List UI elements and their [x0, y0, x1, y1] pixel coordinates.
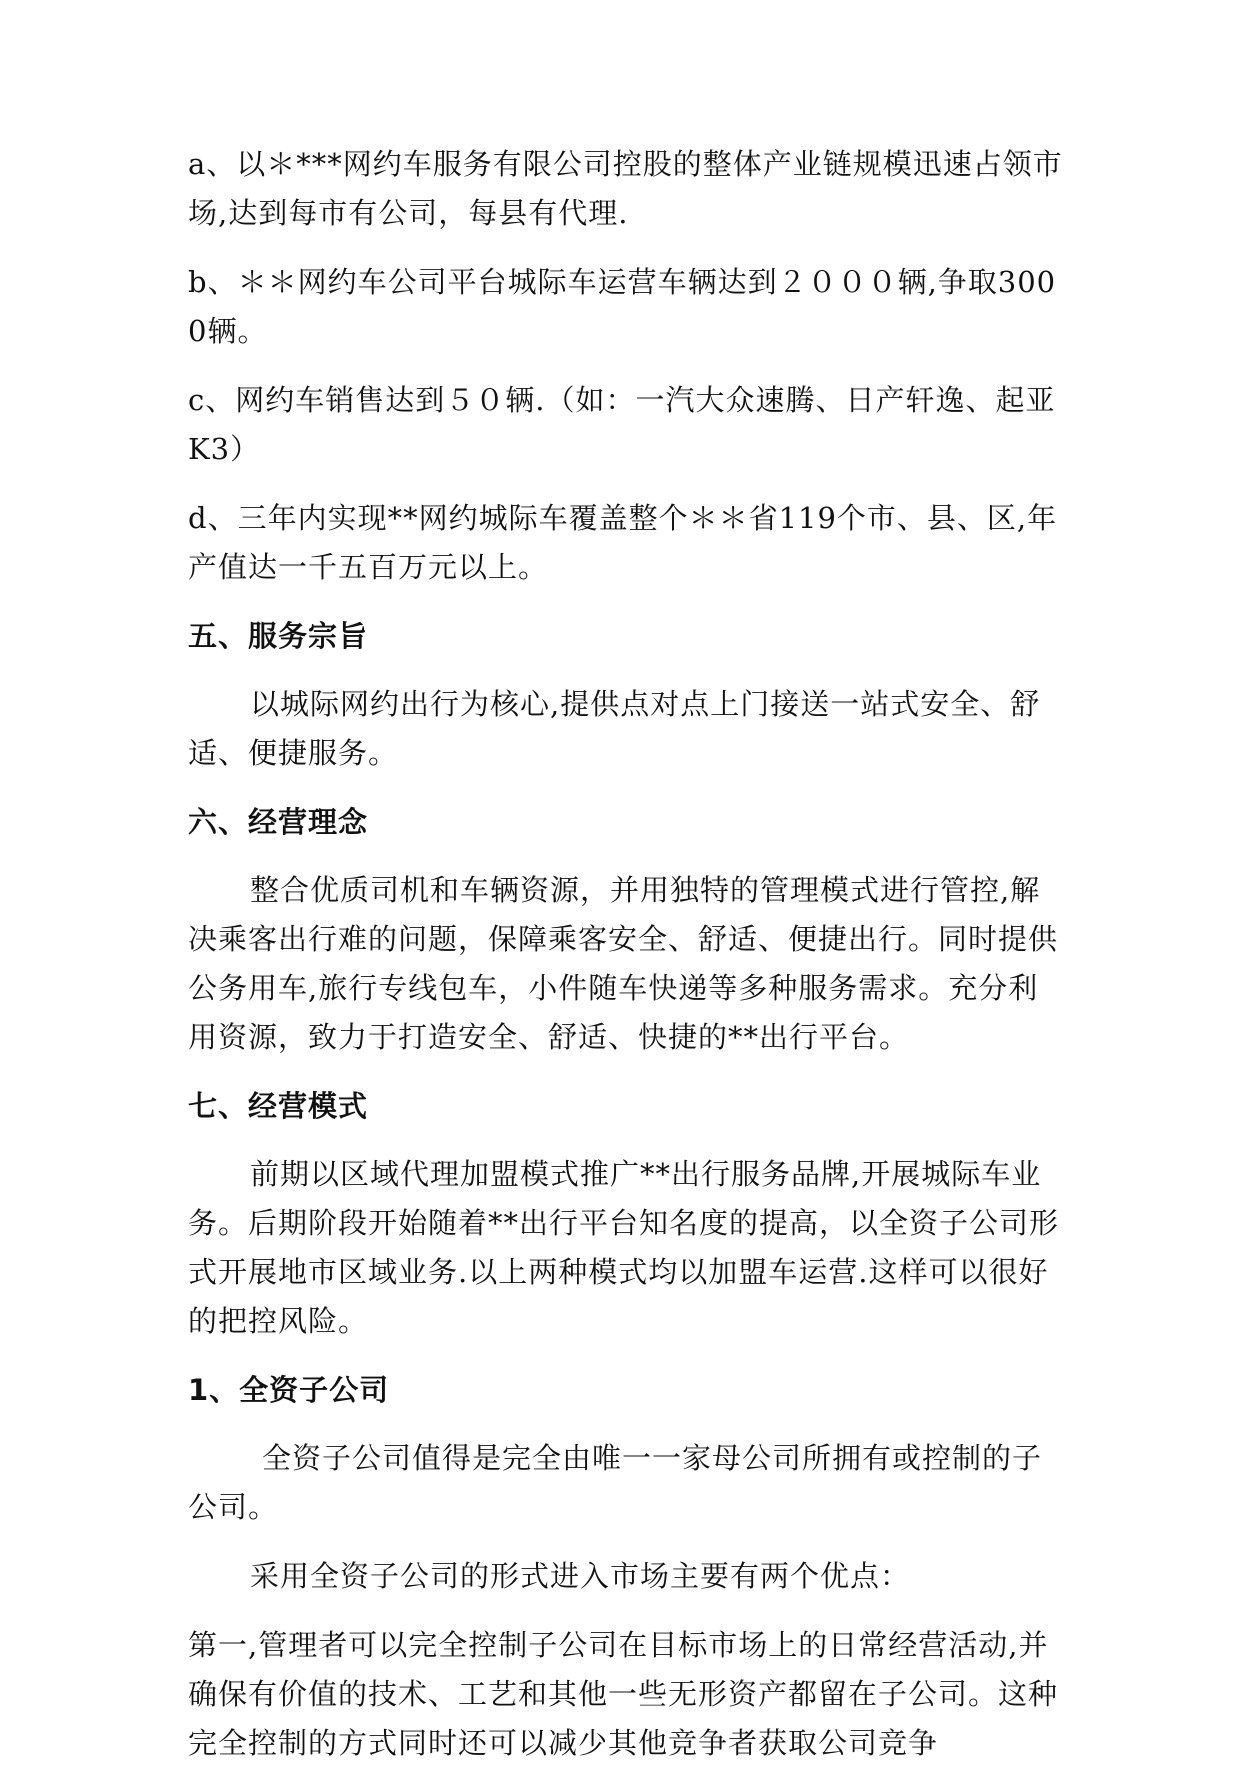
business-model-paragraph: 前期以区域代理加盟模式推广**出行服务品牌,开展城际车业务。后期阶段开始随着**出行平台知名度的提高，以全资子公司形式开展地市区域业务.以上两种模式均以加盟车运营.这样可以很好的把控风险。: [188, 1157, 1060, 1338]
goal-item-a: a、以＊***网约车服务有限公司控股的整体产业链规模迅速占领市场,达到每市有公司，每县有代理.: [188, 147, 1063, 230]
wholly-owned-definition-paragraph: 全资子公司值得是完全由唯一一家母公司所拥有或控制的子公司。: [188, 1441, 1043, 1524]
goal-item-d: d、三年内实现**网约城际车覆盖整个＊＊省119个市、县、区,年产值达一千五百万元以上。: [188, 501, 1058, 584]
section-heading-service-purpose: 五、服务宗旨: [188, 619, 369, 653]
document-body: [188, 140, 1068, 1782]
first-advantage-paragraph: 第一,管理者可以完全控制子公司在目标市场上的日常经营活动,并确保有价值的技术、工艺和其他一些无形资产都留在子公司。这种完全控制的方式同时还可以减少其他竞争者获取公司竞争: [188, 1628, 1059, 1760]
section-heading-business-philosophy: 六、经营理念: [188, 805, 369, 839]
section-heading-business-model: 七、经营模式: [188, 1089, 369, 1123]
service-purpose-paragraph: 以城际网约出行为核心,提供点对点上门接送一站式安全、舒适、便捷服务。: [188, 687, 1041, 770]
advantages-intro-paragraph: 采用全资子公司的形式进入市场主要有两个优点：: [250, 1559, 911, 1593]
goal-item-c: c、网约车销售达到５０辆.（如：一汽大众速腾、日产轩逸、起亚K3）: [188, 383, 1056, 466]
goal-item-b: b、＊＊网约车公司平台城际车运营车辆达到２０００辆,争取3000辆。: [188, 265, 1057, 348]
subsection-heading-wholly-owned: 1、全资子公司: [188, 1373, 390, 1407]
business-philosophy-paragraph: 整合优质司机和车辆资源，并用独特的管理模式进行管控,解决乘客出行难的问题，保障乘客安全、舒适、便捷出行。同时提供公务用车,旅行专线包车，小件随车快递等多种服务需求。充分利用资源，致力于打造安全、舒适、快捷的**出行平台。: [188, 873, 1059, 1054]
